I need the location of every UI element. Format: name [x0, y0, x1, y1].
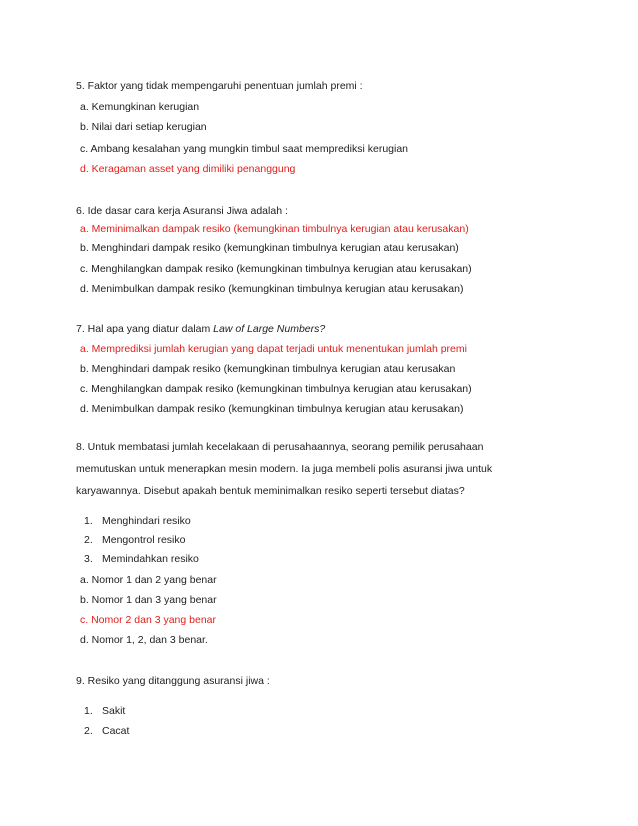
question-9-item-1	[84, 704, 125, 718]
question-7-title-text: 7. Hal apa yang diatur dalam	[76, 323, 214, 335]
item-number: 1.	[84, 705, 93, 717]
question-7-option-c: c. Menghilangkan dampak resiko (kemungkinan timbulnya kerugian atau kerusakan)	[80, 383, 472, 395]
question-8-option-d: d. Nomor 1, 2, dan 3 benar.	[80, 634, 208, 646]
question-6-option-b: b. Menghindari dampak resiko (kemungkinan timbulnya kerugian atau kerusakan)	[80, 242, 459, 254]
item-number: 1.	[84, 515, 93, 527]
item-number: 2.	[84, 725, 93, 737]
item-text: Mengontrol resiko	[102, 534, 186, 546]
question-9-item-2	[84, 724, 129, 738]
question-8-title-line-2: memutuskan untuk menerapkan mesin modern. Ia juga membeli polis asuransi jiwa untuk	[76, 463, 493, 475]
question-7-title	[76, 322, 325, 336]
question-5-option-d-answer: d. Keragaman asset yang dimiliki penanggung	[80, 163, 296, 175]
question-5-option-b: b. Nilai dari setiap kerugian	[80, 121, 207, 133]
item-text: Cacat	[102, 725, 130, 737]
question-6-option-d: d. Menimbulkan dampak resiko (kemungkinan timbulnya kerugian atau kerusakan)	[80, 283, 464, 295]
question-8-option-b: b. Nomor 1 dan 3 yang benar	[80, 594, 217, 606]
question-8-title-line-3: karyawannya. Disebut apakah bentuk meminimalkan resiko seperti tersebut diatas?	[76, 485, 465, 497]
question-5-option-a: a. Kemungkinan kerugian	[80, 101, 200, 113]
item-text: Memindahkan resiko	[102, 553, 199, 565]
question-5-title: 5. Faktor yang tidak mempengaruhi penentuan jumlah premi :	[76, 80, 363, 92]
question-8-option-a: a. Nomor 1 dan 2 yang benar	[80, 574, 217, 586]
question-7-option-a-answer: a. Memprediksi jumlah kerugian yang dapat terjadi untuk menentukan jumlah premi	[80, 343, 467, 355]
question-6-option-a-answer: a. Meminimalkan dampak resiko (kemungkinan timbulnya kerugian atau kerusakan)	[80, 223, 469, 235]
question-5-option-c: c. Ambang kesalahan yang mungkin timbul saat memprediksi kerugian	[80, 143, 409, 155]
question-9-title: 9. Resiko yang ditanggung asuransi jiwa :	[76, 675, 270, 687]
question-7-option-b: b. Menghindari dampak resiko (kemungkinan timbulnya kerugian atau kerusakan	[80, 363, 456, 375]
question-6-option-c: c. Menghilangkan dampak resiko (kemungkinan timbulnya kerugian atau kerusakan)	[80, 263, 472, 275]
question-7-title-italic: Law of Large Numbers?	[213, 323, 326, 335]
item-text: Menghindari resiko	[102, 515, 191, 527]
question-8-item-3	[84, 552, 199, 566]
question-7-option-d: d. Menimbulkan dampak resiko (kemungkinan timbulnya kerugian atau kerusakan)	[80, 403, 464, 415]
question-8-option-c-answer: c. Nomor 2 dan 3 yang benar	[80, 614, 216, 626]
question-8-item-2	[84, 533, 185, 547]
item-number: 2.	[84, 534, 93, 546]
question-8-item-1	[84, 514, 191, 528]
item-number: 3.	[84, 553, 93, 565]
item-text: Sakit	[102, 705, 126, 717]
question-8-title-line-1: 8. Untuk membatasi jumlah kecelakaan di perusahaannya, seorang pemilik perusahaan	[76, 441, 484, 453]
question-6-title: 6. Ide dasar cara kerja Asuransi Jiwa adalah :	[76, 205, 288, 217]
